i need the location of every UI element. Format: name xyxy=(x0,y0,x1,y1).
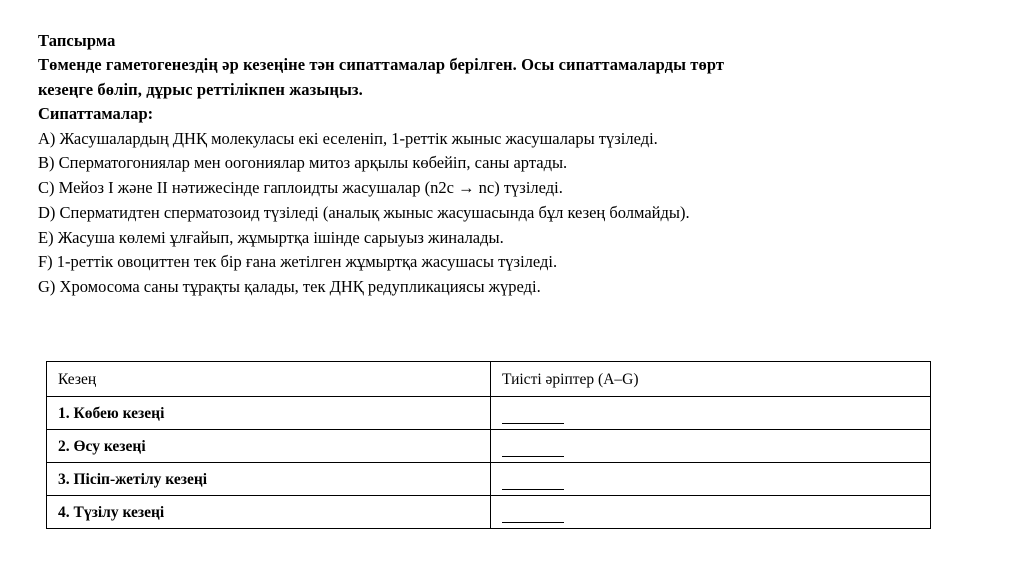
instruction-line-1: Төменде гаметогенездің әр кезеңіне тән сипаттамалар берілген. Осы сипаттамаларды төрт xyxy=(38,55,725,74)
description-item-g: G) Хромосома саны тұрақты қалады, тек ДНҚ редупликациясы жүреді. xyxy=(38,277,541,297)
description-item-a: A) Жасушалардың ДНҚ молекуласы екі еселеніп, 1-реттік жыныс жасушалары түзіледі. xyxy=(38,128,658,148)
answer-field-1[interactable] xyxy=(491,397,930,429)
stage-cell-4 xyxy=(47,496,491,529)
task-heading: Тапсырма xyxy=(38,31,116,50)
blank-answer-line-4[interactable] xyxy=(502,510,564,523)
answer-table-container xyxy=(46,361,930,529)
description-item-c: C) Мейоз I және II нәтижесінде гаплоидты жасушалар (n2c → nc) түзіледі. xyxy=(38,178,563,198)
answer-table xyxy=(46,361,931,529)
stage-cell-2 xyxy=(47,430,491,463)
table-row xyxy=(47,397,931,430)
answer-cell-3[interactable] xyxy=(491,463,931,496)
stage-label-2: 2. Өсу кезеңі xyxy=(58,437,146,455)
descriptions-list xyxy=(38,127,986,301)
answer-field-3[interactable] xyxy=(491,463,930,495)
descriptions-heading: Сипаттамалар: xyxy=(38,104,154,123)
description-item-f: F) 1-реттік овоциттен тек бір ғана жетілген жұмыртқа жасушасы түзіледі. xyxy=(38,252,558,272)
intro-block xyxy=(38,28,986,127)
answer-cell-1[interactable] xyxy=(491,397,931,430)
table-header-row xyxy=(47,362,931,397)
table-row xyxy=(47,463,931,496)
description-item-b: B) Сперматогониялар мен оогониялар митоз арқылы көбейіп, саны артады. xyxy=(38,153,568,173)
instruction-line-2: кезеңге бөліп, дұрыс реттілікпен жазыңыз. xyxy=(38,79,363,99)
column-header-stage-label: Кезең xyxy=(58,370,97,388)
description-item-d: D) Сперматидтен сперматозоид түзіледі (аналық жыныс жасушасында бұл кезең болмайды). xyxy=(38,202,690,222)
description-item-e: E) Жасуша көлемі ұлғайып, жұмыртқа ішінде сарыуыз жиналады. xyxy=(38,227,504,247)
answer-field-4[interactable] xyxy=(491,496,930,528)
blank-answer-line-2[interactable] xyxy=(502,444,564,457)
column-header-letters-label: Тиісті әріптер (A–G) xyxy=(502,370,639,388)
table-row xyxy=(47,430,931,463)
answer-cell-2[interactable] xyxy=(491,430,931,463)
stage-label-3: 3. Пісіп-жетілу кезеңі xyxy=(58,470,208,488)
table-row xyxy=(47,496,931,529)
answer-cell-4[interactable] xyxy=(491,496,931,529)
stage-label-1: 1. Көбею кезеңі xyxy=(58,404,165,422)
column-header-stage xyxy=(47,362,491,397)
blank-answer-line-1[interactable] xyxy=(502,411,564,424)
stage-cell-1 xyxy=(47,397,491,430)
stage-cell-3 xyxy=(47,463,491,496)
answer-field-2[interactable] xyxy=(491,430,930,462)
column-header-letters xyxy=(491,362,931,397)
stage-label-4: 4. Түзілу кезеңі xyxy=(58,503,165,521)
blank-answer-line-3[interactable] xyxy=(502,477,564,490)
